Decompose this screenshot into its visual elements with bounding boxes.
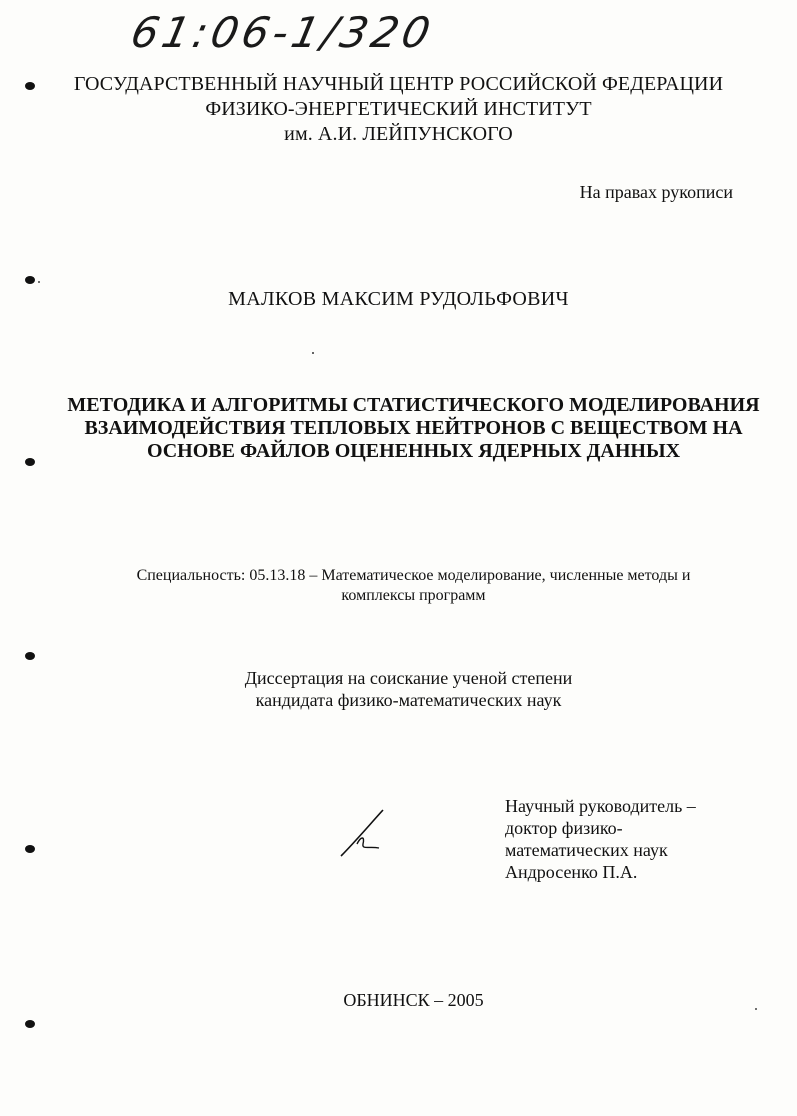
header-line-1: ГОСУДАРСТВЕННЫЙ НАУЧНЫЙ ЦЕНТР РОССИЙСКОЙ ФЕДЕРАЦИИ [73, 73, 724, 95]
title-line-3: ОСНОВЕ ФАЙЛОВ ОЦЕНЕННЫХ ЯДЕРНЫХ ДАННЫХ [146, 440, 681, 462]
rights-label: На правах рукописи [579, 182, 733, 202]
supervisor-line-3: математических наук [505, 840, 668, 860]
binder-hole-mark [25, 652, 35, 660]
institution-header [0, 72, 797, 147]
supervisor-block [505, 795, 696, 883]
degree-line-1: Диссертация на соискание ученой степени [244, 668, 573, 688]
title-line-1: МЕТОДИКА И АЛГОРИТМЫ СТАТИСТИЧЕСКОГО МОДЕЛИРОВАНИЯ [67, 394, 760, 416]
degree-line-2: кандидата физико-математических наук [255, 690, 562, 710]
supervisor-line-2: доктор физико- [505, 818, 623, 838]
title-line-2: ВЗАИМОДЕЙСТВИЯ ТЕПЛОВЫХ НЕЙТРОНОВ С ВЕЩЕСТВОМ НА [84, 417, 743, 439]
header-line-3: им. А.И. ЛЕЙПУНСКОГО [284, 123, 513, 145]
degree-statement [0, 667, 797, 711]
city-year: ОБНИНСК – 2005 [343, 990, 484, 1010]
archive-number-handwritten [126, 8, 439, 68]
signature-mark [335, 806, 395, 861]
archive-number-text: 61:06-1/320 [126, 8, 439, 57]
binder-hole-mark [25, 82, 35, 90]
supervisor-line-1: Научный руководитель – [505, 796, 696, 816]
binder-hole-mark [25, 276, 35, 284]
binder-hole-mark [25, 458, 35, 466]
scan-speck [38, 281, 40, 283]
binder-hole-mark [25, 1020, 35, 1028]
author-name: МАЛКОВ МАКСИМ РУДОЛЬФОВИЧ [228, 288, 569, 310]
specialty [0, 566, 797, 606]
scan-speck [312, 352, 314, 354]
specialty-line-1: Специальность: 05.13.18 – Математическое моделирование, численные методы и [136, 567, 691, 584]
thesis-title [0, 394, 797, 463]
specialty-line-2: комплексы программ [341, 587, 486, 604]
header-line-2: ФИЗИКО-ЭНЕРГЕТИЧЕСКИЙ ИНСТИТУТ [205, 98, 592, 120]
supervisor-line-4: Андросенко П.А. [505, 862, 638, 882]
scan-speck [755, 1008, 757, 1010]
binder-hole-mark [25, 845, 35, 853]
